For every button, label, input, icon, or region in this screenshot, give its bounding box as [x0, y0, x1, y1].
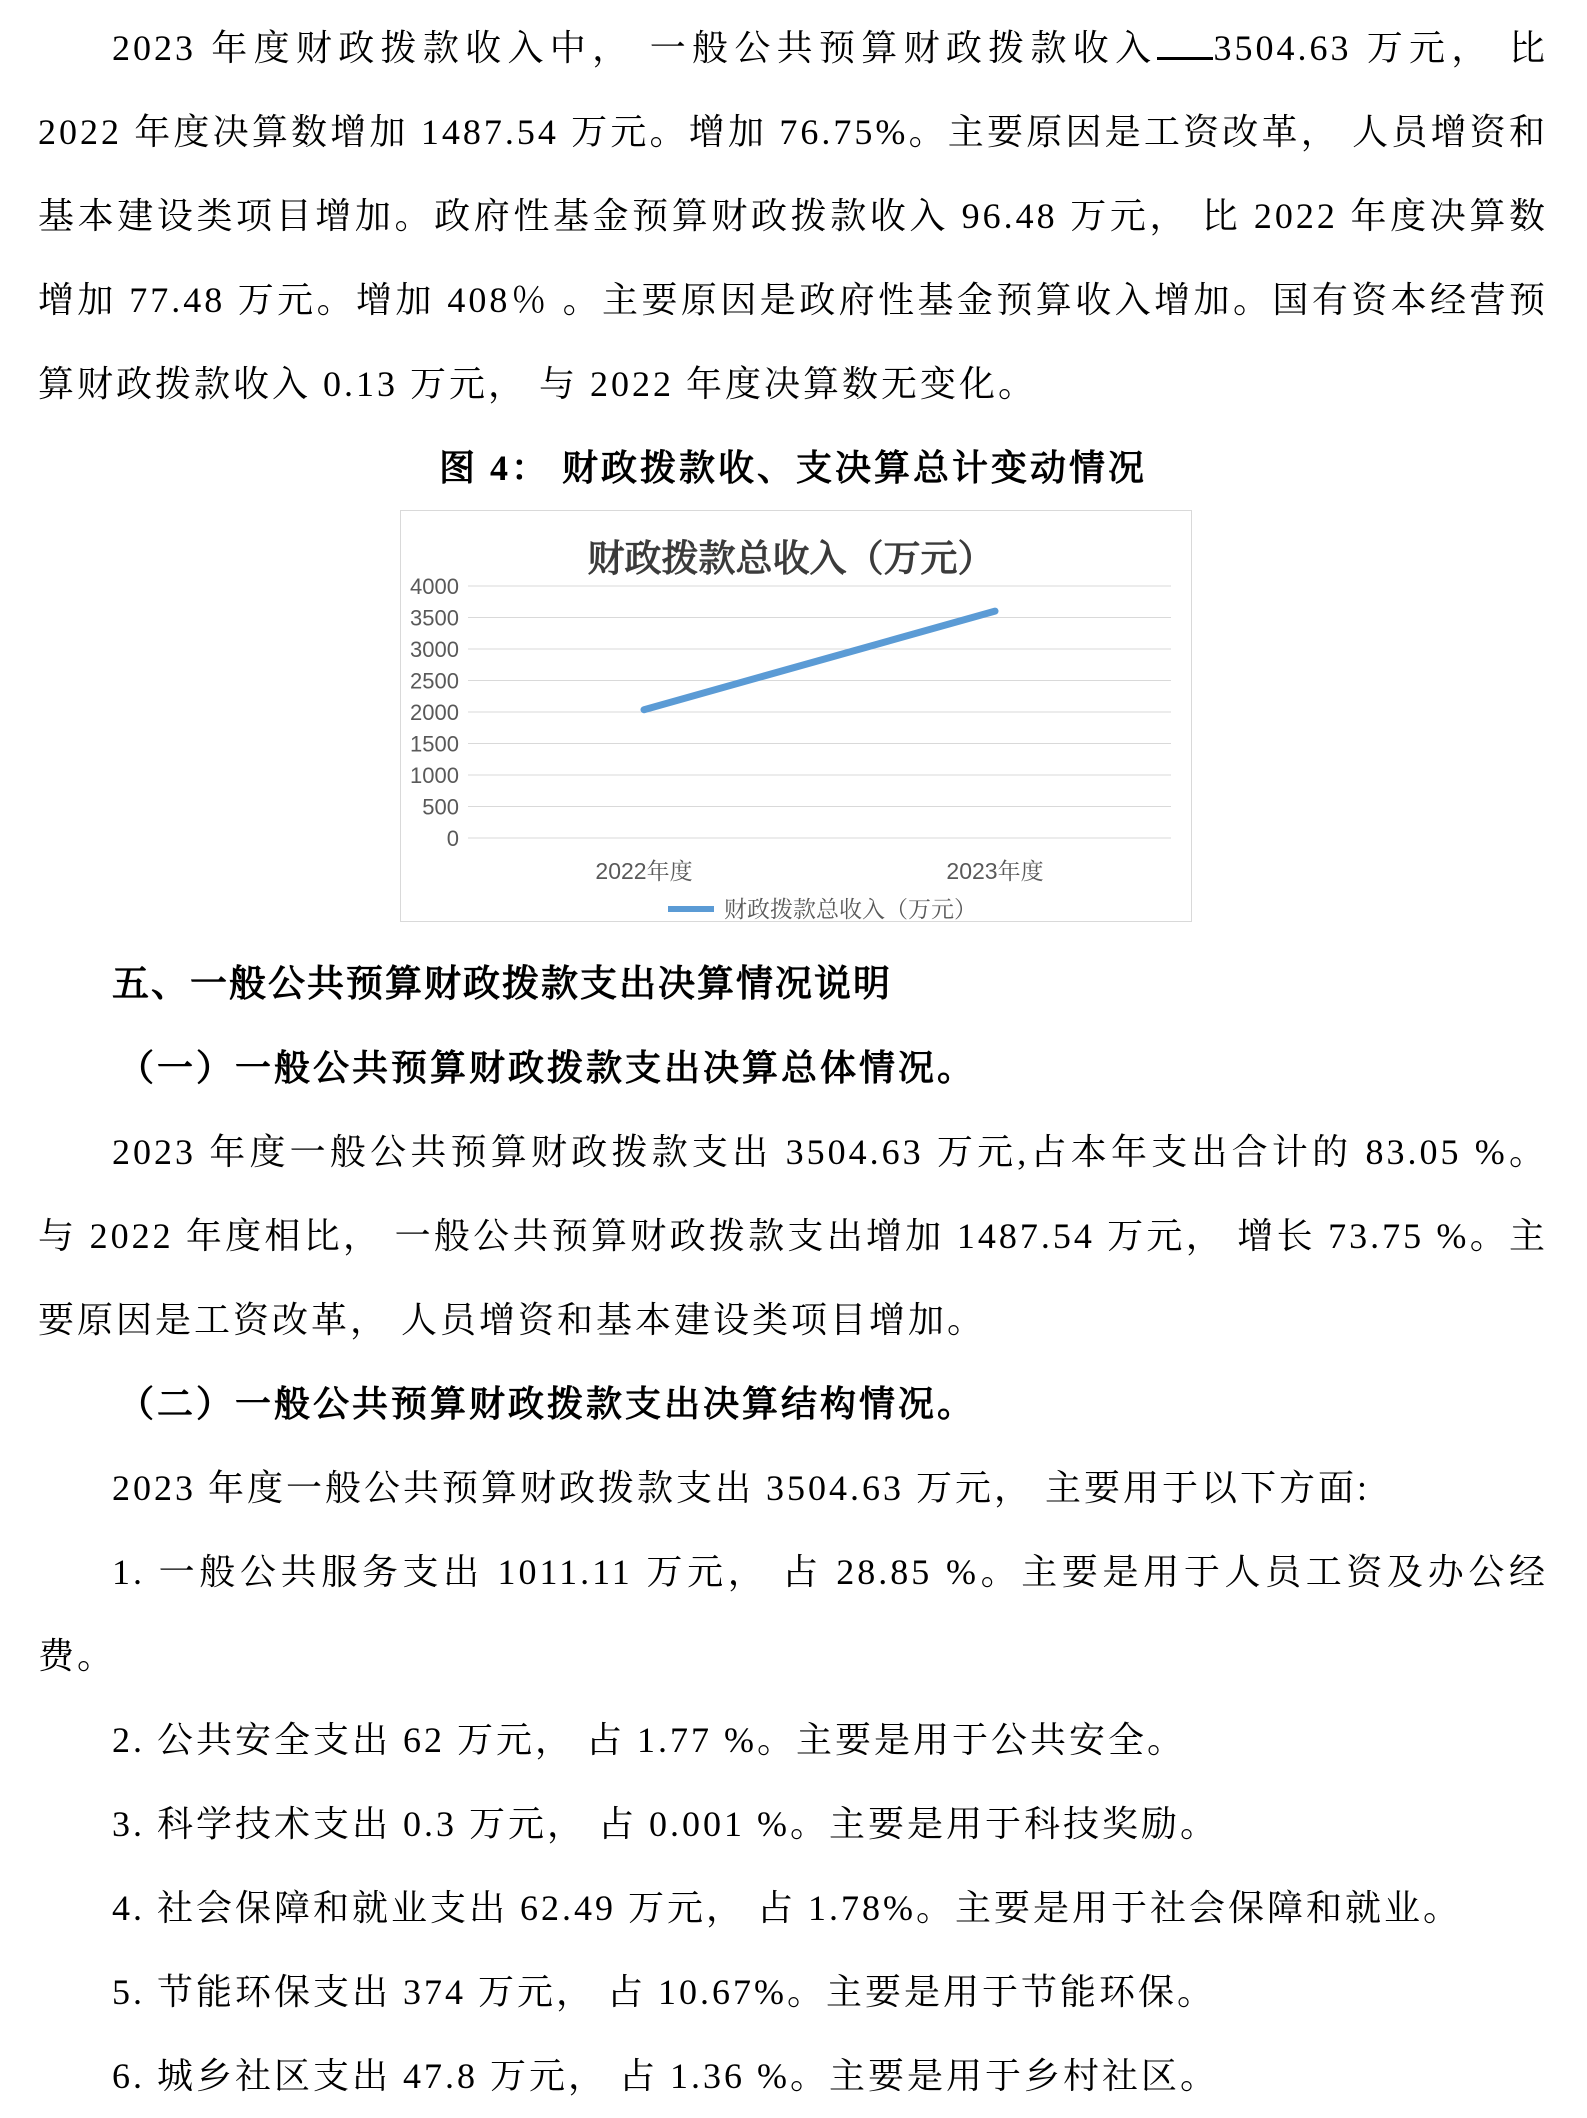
list-item-public-security: 2. 公共安全支出 62 万元， 占 1.77 %。主要是用于公共安全。 [112, 1720, 1186, 1760]
x-axis-labels [595, 858, 1043, 884]
legend-label: 财政拨款总收入（万元） [724, 896, 977, 922]
list-item-general-public-service: 1. 一般公共服务支出 1011.11 万元， 占 28.85 %。主要是用于人员工资及办公经费。 [38, 1552, 1548, 1676]
subhead-two: （二）一般公共预算财政拨款支出决算结构情况。 [118, 1384, 977, 1424]
chart-legend [668, 896, 977, 922]
y-tick: 3500 [410, 605, 459, 631]
list-item-energy-conservation: 5. 节能环保支出 374 万元， 占 10.67%。主要是用于节能环保。 [112, 1972, 1216, 2012]
list-item-urban-rural-community: 6. 城乡社区支出 47.8 万元， 占 1.36 %。主要是用于乡村社区。 [112, 2056, 1219, 2096]
y-tick: 1000 [410, 763, 459, 788]
chart-line [644, 611, 995, 710]
paragraph-overall-expenditure: 2023 年度一般公共预算财政拨款支出 3504.63 万元,占本年支出合计的 83.05 %。与 2022 年度相比， 一般公共预算财政拨款支出增加 1487.54 万元， 增长 73.75 %。主要原因是工资改革， 人员增资和基本建设类项目增加。 [38, 1132, 1548, 1340]
y-tick: 1500 [410, 731, 459, 757]
list-item-science-technology: 3. 科学技术支出 0.3 万元， 占 0.001 %。主要是用于科技奖励。 [112, 1804, 1219, 1844]
paragraph-fiscal-income-part2: 3504.63 万元， 比 2022 年度决算数增加 1487.54 万元。增加 76.75%。主要原因是工资改革， 人员增资和基本建设类项目增加。政府性基金预算财政拨款收入 96.48 万元， 比 2022 年度决算数增加 77.48 万元。增加 408％ 。主要原因是政府性基金预算收入增加。国有资本经营预算财政拨款收入 0.13 万元， 与 2022 年度决算数无变化。 [38, 28, 1548, 404]
paragraph-fiscal-income [38, 6, 1548, 426]
underline-blank [1157, 57, 1213, 60]
subhead-one: （一）一般公共预算财政拨款支出决算总体情况。 [118, 1048, 977, 1088]
y-tick: 2000 [410, 700, 459, 725]
y-tick: 500 [422, 794, 459, 820]
line-chart [400, 510, 1192, 922]
y-tick: 3000 [410, 637, 459, 662]
paragraph-fiscal-income-part1: 2023 年度财政拨款收入中， 一般公共预算财政拨款收入 [112, 28, 1158, 68]
section-heading-five: 五、一般公共预算财政拨款支出决算情况说明 [112, 963, 892, 1004]
chart-svg [401, 511, 1191, 921]
x-tick-2023: 2023年度 [946, 858, 1044, 884]
paragraph-structure-intro: 2023 年度一般公共预算财政拨款支出 3504.63 万元， 主要用于以下方面: [112, 1468, 1371, 1508]
figure-caption: 图 4： 财政拨款收、支决算总计变动情况 [438, 448, 1147, 488]
list-item-social-security: 4. 社会保障和就业支出 62.49 万元， 占 1.78%。主要是用于社会保障和就业。 [112, 1888, 1462, 1928]
y-axis-labels [410, 574, 459, 851]
y-tick: 2500 [410, 668, 459, 694]
y-tick: 4000 [410, 574, 459, 599]
chart-title: 财政拨款总收入（万元） [587, 539, 995, 580]
x-tick-2022: 2022年度 [595, 858, 693, 884]
chart-gridlines [468, 586, 1171, 838]
y-tick: 0 [446, 826, 459, 851]
